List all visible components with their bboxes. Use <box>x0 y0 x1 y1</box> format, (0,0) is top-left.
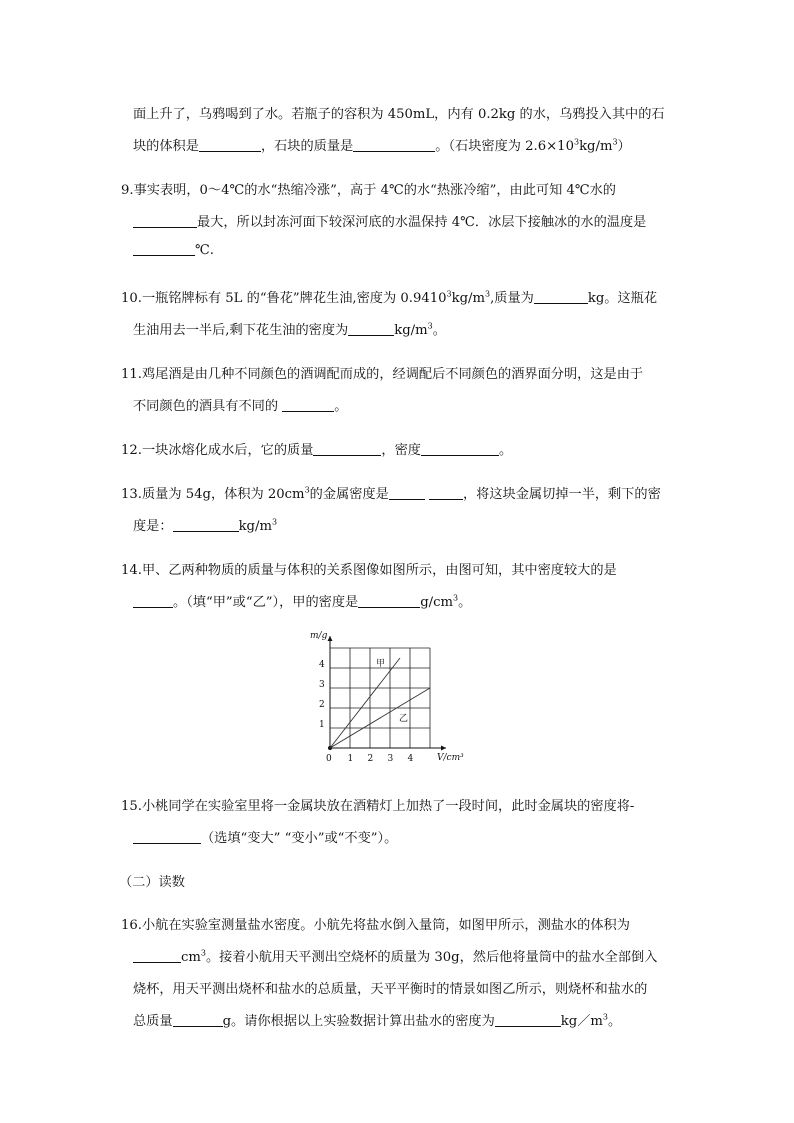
q10-text-d: kg。这瓶花 <box>587 291 658 306</box>
q16-line4 <box>133 1010 621 1029</box>
q10-text-f: kg/m <box>394 323 428 338</box>
y-tick-label: 4 <box>319 660 325 670</box>
x-tick-label: 1 <box>347 754 354 764</box>
q10-text-e: 生油用去一半后,剩下花生油的密度为 <box>133 323 349 338</box>
q13-text-e: kg/m <box>238 519 272 534</box>
q13-blank-1b[interactable] <box>429 487 463 500</box>
q16-text-b: 。接着小航用天平测出空烧杯的质量为 30g，然后他将量筒中的盐水全部倒入 <box>206 950 658 965</box>
q10-line1 <box>121 287 657 306</box>
q8-sup-2: 3 <box>612 137 618 147</box>
q8-text-c: 。（石块密度为 2.6×10 <box>435 139 574 154</box>
q10-text-a: 10.一瓶铭牌标有 5L 的“鲁花”牌花生油,密度为 0.9410 <box>121 291 447 306</box>
q10-sup-3: 3 <box>427 321 433 331</box>
q13-sup-2: 3 <box>271 517 278 527</box>
q13-line2 <box>133 515 277 534</box>
q16-sup-1: 3 <box>200 948 206 958</box>
q9-line2 <box>133 211 646 230</box>
q12-blank-mass[interactable] <box>313 443 381 456</box>
y-axis-label: m/g <box>310 631 328 641</box>
q16-text-f: 。 <box>608 1014 622 1029</box>
q13-line1 <box>121 483 661 502</box>
x-tick-label: 0 <box>326 754 332 764</box>
q9-blank-1[interactable] <box>133 215 197 228</box>
x-tick-label: 4 <box>407 754 414 764</box>
q14-blank-2[interactable] <box>358 595 420 608</box>
q16-text-e: kg／m <box>560 1014 603 1029</box>
q10-text-g: 。 <box>432 323 446 338</box>
q16-sup-2: 3 <box>602 1012 608 1022</box>
q11-text-end: 。 <box>334 399 348 414</box>
q15-blank[interactable] <box>133 831 201 844</box>
q13-text-c: ，将这块金属切掉一半，剩下的密 <box>462 487 661 502</box>
q16-text-d: g。请你根据以上实验数据计算出盐水的密度为 <box>222 1014 495 1029</box>
q12-text-c: 。 <box>498 443 513 458</box>
q14-text-b: g/cm <box>420 595 453 610</box>
section-title: （二）读数 <box>119 875 185 890</box>
series-label-yi: 乙 <box>399 714 409 724</box>
q10-line2 <box>133 319 446 338</box>
q10-sup-1: 3 <box>446 289 452 299</box>
q8-text-b: ，石块的质量是 <box>260 139 354 154</box>
q16-blank-volume[interactable] <box>133 950 181 963</box>
q10-text-b: kg/m <box>451 291 485 306</box>
q15-text: （选填“变大” “变小”或“不变”）。 <box>201 831 398 846</box>
q14-line1: 14.甲、乙两种物质的质量与体积的关系图像如图所示，由图可知，其中密度较大的是 <box>121 563 617 578</box>
q8-text-d: kg/m <box>579 139 613 154</box>
q16-blank-density[interactable] <box>495 1014 561 1027</box>
q12-text-b: ，密度 <box>381 443 421 458</box>
y-tick-label: 2 <box>319 700 325 710</box>
x-axis-label: V/cm³ <box>437 753 464 763</box>
q16-text-c: 总质量 <box>133 1014 173 1029</box>
x-tick-label: 3 <box>387 754 394 764</box>
q14-blank-1[interactable] <box>133 595 173 608</box>
y-axis-arrow <box>328 636 333 641</box>
q13-text-a: 13.质量为 54g，体积为 20cm <box>121 487 305 502</box>
q9-text-3: ℃. <box>195 243 214 258</box>
q8-text-e: ） <box>617 139 631 154</box>
q8-text-a: 块的体积是 <box>133 139 199 154</box>
q8-line1: 面上升了，乌鸦喝到了水。若瓶子的容积为 450mL，内有 0.2kg 的水，乌鸦投入其中的石 <box>133 107 665 122</box>
x-tick-label: 2 <box>367 754 374 764</box>
q9-blank-2[interactable] <box>133 243 195 256</box>
q8-blank-mass[interactable] <box>353 139 435 152</box>
q10-text-c: ,质量为 <box>490 291 534 306</box>
series-line-yi <box>330 688 430 748</box>
q12-text-a: 12.一块冰熔化成水后，它的质量 <box>121 443 314 458</box>
q8-blank-volume[interactable] <box>199 139 261 152</box>
series-line-jia <box>330 658 400 748</box>
q14-text-a: 。（填“甲”或“乙”），甲的密度是 <box>173 595 359 610</box>
q11-text-a: 不同颜色的酒具有不同的 <box>133 399 279 414</box>
q9-text-2: 最大，所以封冻河面下较深河底的水温保持 4℃．冰层下接触冰的水的温度是 <box>197 215 647 230</box>
q11-line2 <box>133 395 347 414</box>
q10-blank-mass[interactable] <box>534 291 588 304</box>
q13-blank-2[interactable] <box>173 519 239 532</box>
q16-line1: 16.小航在实验室测量盐水密度。小航先将盐水倒入量筒，如图甲所示，测盐水的体积为 <box>121 918 630 933</box>
q15-line2 <box>133 827 397 846</box>
q12-line1 <box>121 439 512 458</box>
q14-sup: 3 <box>453 593 459 603</box>
q10-blank-density[interactable] <box>348 323 394 336</box>
q8-line2 <box>133 135 631 154</box>
q14-line2 <box>133 591 471 610</box>
q10-sup-2: 3 <box>485 289 491 299</box>
y-tick-label: 3 <box>319 680 325 690</box>
q14-text-c: 。 <box>458 595 472 610</box>
q13-text-b: 的金属密度是 <box>309 487 389 502</box>
q13-blank-1a[interactable] <box>389 487 425 500</box>
q16-line2 <box>133 946 657 965</box>
q12-blank-density[interactable] <box>421 443 499 456</box>
y-tick-label: 1 <box>319 720 325 730</box>
q11-blank[interactable] <box>282 399 334 412</box>
q9-line1: 9.事实表明，0～4℃的水“热缩冷涨”，高于 4℃的水“热涨冷缩”，由此可知 4℃水的 <box>121 183 616 198</box>
q15-line1: 15.小桃同学在实验室里将一金属块放在酒精灯上加热了一段时间，此时金属块的密度将- <box>121 799 635 814</box>
q13-text-d: 度是： <box>133 519 173 534</box>
q8-sup-1: 3 <box>573 137 580 147</box>
q16-line3: 烧杯，用天平测出烧杯和盐水的总质量，天平平衡时的情景如图乙所示，则烧杯和盐水的 <box>133 982 648 997</box>
q13-sup-1: 3 <box>304 485 310 495</box>
series-label-jia: 甲 <box>376 659 386 669</box>
x-axis-arrow <box>441 746 446 751</box>
q11-line1: 11.鸡尾酒是由几种不同颜色的酒调配而成的，经调配后不同颜色的酒界面分明，这是由于 <box>121 367 644 382</box>
q16-blank-mass[interactable] <box>173 1014 223 1027</box>
q9-line3 <box>133 243 214 258</box>
q16-text-a: cm <box>181 950 201 965</box>
mass-volume-chart <box>300 631 464 770</box>
